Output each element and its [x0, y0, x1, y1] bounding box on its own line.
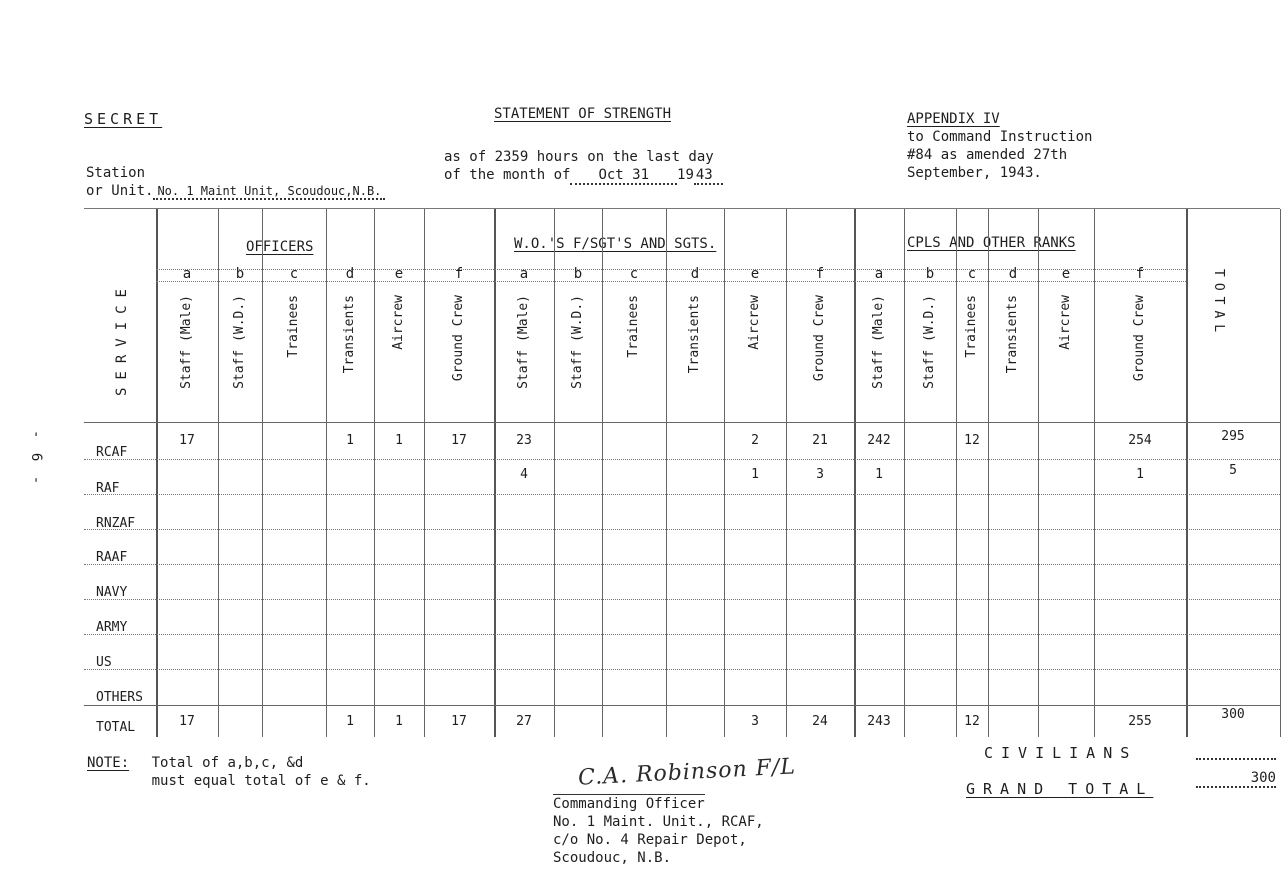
table-cell: 242 — [867, 433, 891, 448]
row-total: 295 — [1221, 429, 1245, 444]
note-line-2: must equal total of e & f. — [151, 773, 371, 789]
month-label: of the month of — [444, 167, 571, 183]
totals-cell: 255 — [1128, 714, 1152, 729]
totals-cell: 24 — [812, 714, 828, 729]
column-letter: a — [874, 266, 884, 282]
table-cell: 1 — [395, 433, 403, 448]
table-cell: 2 — [751, 433, 759, 448]
table-cell: 1 — [875, 467, 883, 482]
note-label: NOTE: — [87, 755, 130, 771]
totals-cell: 1 — [395, 714, 403, 729]
column-label: Trainees — [964, 295, 979, 358]
column-letter: d — [345, 266, 355, 282]
column-letter: c — [629, 266, 639, 282]
column-rule — [786, 209, 787, 737]
table-cell: 12 — [964, 433, 980, 448]
column-letter: c — [967, 266, 977, 282]
column-rule — [602, 209, 603, 737]
column-letter: f — [454, 266, 464, 282]
column-rule — [424, 209, 425, 737]
civilians-label: CIVILIANS — [984, 744, 1138, 762]
table-cell: 3 — [816, 467, 824, 482]
table-cell: 1 — [346, 433, 354, 448]
service-row-label: OTHERS — [96, 690, 143, 705]
column-rule — [262, 209, 263, 737]
appendix-block — [907, 110, 1092, 182]
service-row-label: RCAF — [96, 445, 128, 460]
page-number-mark: - 6 - — [28, 430, 44, 488]
column-label: Staff (Male) — [179, 295, 194, 389]
column-label: Aircrew — [391, 295, 406, 350]
table-cell: 4 — [520, 467, 528, 482]
row-total: 5 — [1229, 463, 1237, 478]
year-prefix: 19 — [677, 167, 694, 183]
unit-value: No. 1 Maint Unit, Scoudouc,N.B. — [153, 184, 385, 200]
station-block — [86, 164, 385, 200]
column-letter: b — [573, 266, 583, 282]
civilians-value — [1196, 744, 1276, 760]
as-of-line-2 — [444, 166, 723, 184]
appendix-title: APPENDIX IV — [907, 111, 1000, 127]
row-rule — [84, 669, 1280, 670]
commander-signature: C.A. Robinson F/L — [577, 754, 797, 791]
row-rule — [84, 634, 1280, 635]
row-rule — [84, 459, 1280, 460]
column-letter: e — [394, 266, 404, 282]
column-letter: d — [1008, 266, 1018, 282]
table-cell: 17 — [179, 433, 195, 448]
column-rule — [988, 209, 989, 737]
strength-table — [84, 208, 1280, 737]
appendix-line-2: #84 as amended 27th — [907, 147, 1068, 163]
service-row-label: RNZAF — [96, 516, 136, 531]
as-of-line-1: as of 2359 hours on the last day — [444, 149, 714, 165]
column-rule — [218, 209, 219, 737]
column-letter: f — [815, 266, 825, 282]
grand-total-label: GRAND TOTAL — [966, 780, 1154, 798]
month-value: Oct 31 — [570, 167, 677, 185]
table-cell: 1 — [751, 467, 759, 482]
column-rule — [374, 209, 375, 737]
column-letter: e — [1061, 266, 1071, 282]
unit-label: or Unit. — [86, 183, 154, 199]
service-row-label: US — [96, 655, 112, 670]
classification-label: SECRET — [84, 110, 163, 128]
co-line-4: Scoudouc, N.B. — [553, 850, 672, 866]
totals-cell: 17 — [179, 714, 195, 729]
table-cell: 1 — [1136, 467, 1144, 482]
table-cell: 21 — [812, 433, 828, 448]
co-line-2: No. 1 Maint. Unit., RCAF, — [553, 814, 764, 830]
row-rule — [84, 564, 1280, 565]
column-label: Staff (W.D.) — [570, 295, 585, 389]
as-of-block — [444, 148, 723, 184]
table-cell: 17 — [451, 433, 467, 448]
column-letter: a — [519, 266, 529, 282]
service-row-label: RAF — [96, 481, 120, 496]
column-letter: d — [690, 266, 700, 282]
unit-line — [86, 182, 385, 200]
service-header: SERVICE — [114, 281, 130, 397]
grand-total-value: 300 — [1196, 770, 1276, 788]
column-label: Staff (W.D.) — [922, 295, 937, 389]
column-letter: e — [750, 266, 760, 282]
column-label: Transients — [342, 295, 357, 374]
row-rule — [84, 529, 1280, 530]
column-rule — [326, 209, 327, 737]
totals-cell: 17 — [451, 714, 467, 729]
column-letter: b — [925, 266, 935, 282]
page-title: STATEMENT OF STRENGTH — [494, 106, 672, 122]
column-rule — [494, 209, 496, 737]
group-cpls: CPLS AND OTHER RANKS — [907, 235, 1076, 251]
column-label: Staff (Male) — [516, 295, 531, 389]
column-letter: f — [1135, 266, 1145, 282]
note-line-1: Total of a,b,c, &d — [151, 755, 304, 771]
year-value: 43 — [694, 167, 723, 185]
service-row-label: ARMY — [96, 620, 128, 635]
column-rule — [904, 209, 905, 737]
appendix-line-1: to Command Instruction — [907, 129, 1093, 145]
column-label: Aircrew — [747, 295, 762, 350]
column-rule — [1038, 209, 1039, 737]
note-text — [152, 754, 371, 790]
totals-cell: 243 — [867, 714, 891, 729]
totals-cell: 1 — [346, 714, 354, 729]
column-label: Ground Crew — [451, 295, 466, 382]
totals-row-total: 300 — [1221, 707, 1245, 722]
column-label: Staff (W.D.) — [232, 295, 247, 389]
column-rule — [1186, 209, 1188, 737]
column-rule — [666, 209, 667, 737]
row-rule — [84, 705, 1280, 706]
column-label: Staff (Male) — [871, 295, 886, 389]
header-rule — [156, 281, 1186, 282]
column-rule — [554, 209, 555, 737]
appendix-line-3: September, 1943. — [907, 165, 1042, 181]
totals-cell: 27 — [516, 714, 532, 729]
column-rule — [956, 209, 957, 737]
column-label: Trainees — [286, 295, 301, 358]
header-rule — [156, 269, 1186, 270]
table-cell: 23 — [516, 433, 532, 448]
table-cell: 254 — [1128, 433, 1152, 448]
column-letter: c — [289, 266, 299, 282]
co-line-3: c/o No. 4 Repair Depot, — [553, 832, 747, 848]
column-rule — [1094, 209, 1095, 737]
column-label: Transients — [1005, 295, 1020, 374]
column-rule — [156, 209, 158, 737]
row-rule — [84, 422, 1280, 423]
totals-cell: 3 — [751, 714, 759, 729]
column-label: Trainees — [626, 295, 641, 358]
service-row-label: RAAF — [96, 550, 128, 565]
row-rule — [84, 599, 1280, 600]
station-label: Station — [86, 165, 146, 181]
column-label: Transients — [687, 295, 702, 374]
totals-row-label: TOTAL — [96, 720, 136, 735]
column-rule — [724, 209, 725, 737]
totals-cell: 12 — [964, 714, 980, 729]
column-letter: a — [182, 266, 192, 282]
row-rule — [84, 494, 1280, 495]
column-letter: b — [235, 266, 245, 282]
co-line-1: Commanding Officer — [553, 796, 705, 812]
service-row-label: NAVY — [96, 585, 128, 600]
group-officers: OFFICERS — [246, 239, 314, 255]
group-wos: W.O.'S F/SGT'S AND SGTS. — [514, 236, 717, 252]
column-label: Ground Crew — [1132, 295, 1147, 382]
commanding-officer-block — [553, 794, 764, 867]
column-label: Aircrew — [1058, 295, 1073, 350]
note-block — [87, 754, 371, 790]
column-label: Ground Crew — [812, 295, 827, 382]
total-header: TOTAL — [1211, 269, 1226, 339]
